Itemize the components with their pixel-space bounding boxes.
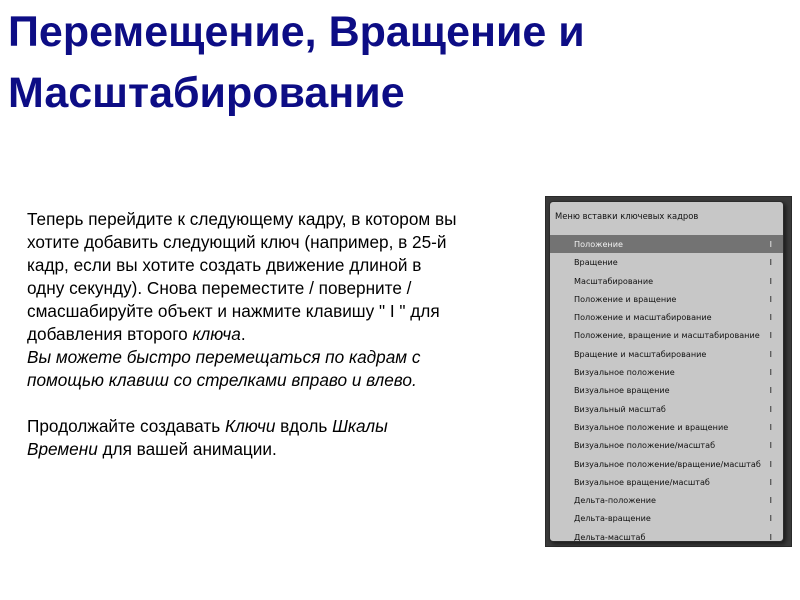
paragraph-spacer <box>27 392 537 415</box>
menu-item-visual-location[interactable] <box>550 363 783 381</box>
text-line: Теперь перейдите к следующему кадру, в котором вы <box>27 209 457 229</box>
text-line: хотите добавить следующий ключ (например, в 25-й <box>27 232 447 252</box>
text-line: кадр, если вы хотите создать движение длиной в <box>27 255 422 275</box>
menu-item-shortcut: I <box>769 239 772 249</box>
menu-item-visual-loc-rot[interactable] <box>550 418 783 436</box>
menu-item-visual-rot-scale[interactable] <box>550 473 783 491</box>
text-line: Продолжайте создавать <box>27 416 225 436</box>
keyframe-menu-screenshot <box>545 196 792 547</box>
menu-item-label: Масштабирование <box>574 275 654 286</box>
text-emphasis: ключа <box>192 324 241 344</box>
menu-item-delta-scale[interactable] <box>550 528 783 542</box>
menu-item-shortcut: I <box>769 330 772 341</box>
menu-item-visual-loc-rot-scale[interactable] <box>550 455 783 473</box>
menu-item-scaling[interactable] <box>550 272 783 290</box>
menu-item-label: Положение и масштабирование <box>574 312 712 323</box>
menu-item-label: Визуальное положение/вращение/масштаб <box>574 458 761 469</box>
menu-item-label: Визуальный масштаб <box>574 403 666 414</box>
menu-item-label: Положение <box>574 239 623 249</box>
text-line: добавления второго <box>27 324 193 344</box>
slide-body-text <box>27 208 537 461</box>
menu-item-label: Визуальное вращение/масштаб <box>574 476 710 487</box>
slide-title: Перемещение, Вращение и Масштабирование <box>8 8 585 117</box>
menu-item-shortcut: I <box>769 367 772 378</box>
menu-item-visual-loc-scale[interactable] <box>550 436 783 454</box>
menu-item-visual-scale[interactable] <box>550 400 783 418</box>
menu-item-shortcut: I <box>769 293 772 304</box>
text-line: . <box>240 324 246 344</box>
menu-item-label: Дельта-положение <box>574 495 657 506</box>
menu-item-loc-scale[interactable] <box>550 308 783 326</box>
text-line: для вашей анимации. <box>97 439 277 459</box>
menu-title: Меню вставки ключевых кадров <box>555 211 699 221</box>
text-line: помощью клавиш со стрелками вправо и влево. <box>27 370 417 390</box>
menu-item-label: Положение и вращение <box>574 293 677 304</box>
menu-item-shortcut: I <box>769 385 772 396</box>
insert-keyframe-menu <box>549 201 784 542</box>
menu-item-shortcut: I <box>769 275 772 286</box>
menu-item-shortcut: I <box>769 458 772 469</box>
text-line: вдоль <box>275 416 333 436</box>
paragraph-instructions <box>27 208 537 346</box>
menu-item-label: Дельта-вращение <box>574 513 651 524</box>
menu-item-visual-rotation[interactable] <box>550 381 783 399</box>
menu-item-label: Вращение и масштабирование <box>574 348 707 359</box>
menu-item-shortcut: I <box>769 257 772 268</box>
menu-item-shortcut: I <box>769 531 772 542</box>
menu-item-delta-rotation[interactable] <box>550 509 783 527</box>
menu-item-shortcut: I <box>769 403 772 414</box>
menu-item-shortcut: I <box>769 440 772 451</box>
menu-item-loc-rot[interactable] <box>550 290 783 308</box>
menu-item-shortcut: I <box>769 476 772 487</box>
menu-item-label: Визуальное вращение <box>574 385 670 396</box>
menu-item-label: Визуальное положение и вращение <box>574 421 729 432</box>
text-emphasis: Времени <box>27 439 98 459</box>
menu-item-loc-rot-scale[interactable] <box>550 326 783 344</box>
text-emphasis: Шкалы <box>332 416 388 436</box>
menu-item-rotation[interactable] <box>550 253 783 271</box>
text-line: одну секунду). Снова переместите / поверните / <box>27 278 412 298</box>
menu-item-label: Вращение <box>574 257 618 268</box>
menu-item-label: Дельта-масштаб <box>574 531 646 542</box>
menu-item-location[interactable] <box>550 235 783 253</box>
menu-item-label: Визуальное положение <box>574 367 675 378</box>
menu-item-rot-scale[interactable] <box>550 345 783 363</box>
text-line: смасшабируйте объект и нажмите клавишу " I " для <box>27 301 440 321</box>
menu-item-shortcut: I <box>769 312 772 323</box>
paragraph-tip <box>27 346 537 392</box>
menu-item-shortcut: I <box>769 348 772 359</box>
paragraph-continue <box>27 415 537 461</box>
menu-item-label: Визуальное положение/масштаб <box>574 440 716 451</box>
menu-item-shortcut: I <box>769 513 772 524</box>
text-line: Вы можете быстро перемещаться по кадрам с <box>27 347 421 367</box>
text-emphasis: Ключи <box>224 416 276 436</box>
menu-item-label: Положение, вращение и масштабирование <box>574 330 760 341</box>
menu-item-shortcut: I <box>769 495 772 506</box>
menu-item-delta-location[interactable] <box>550 491 783 509</box>
menu-item-shortcut: I <box>769 421 772 432</box>
menu-item-list <box>550 235 783 542</box>
